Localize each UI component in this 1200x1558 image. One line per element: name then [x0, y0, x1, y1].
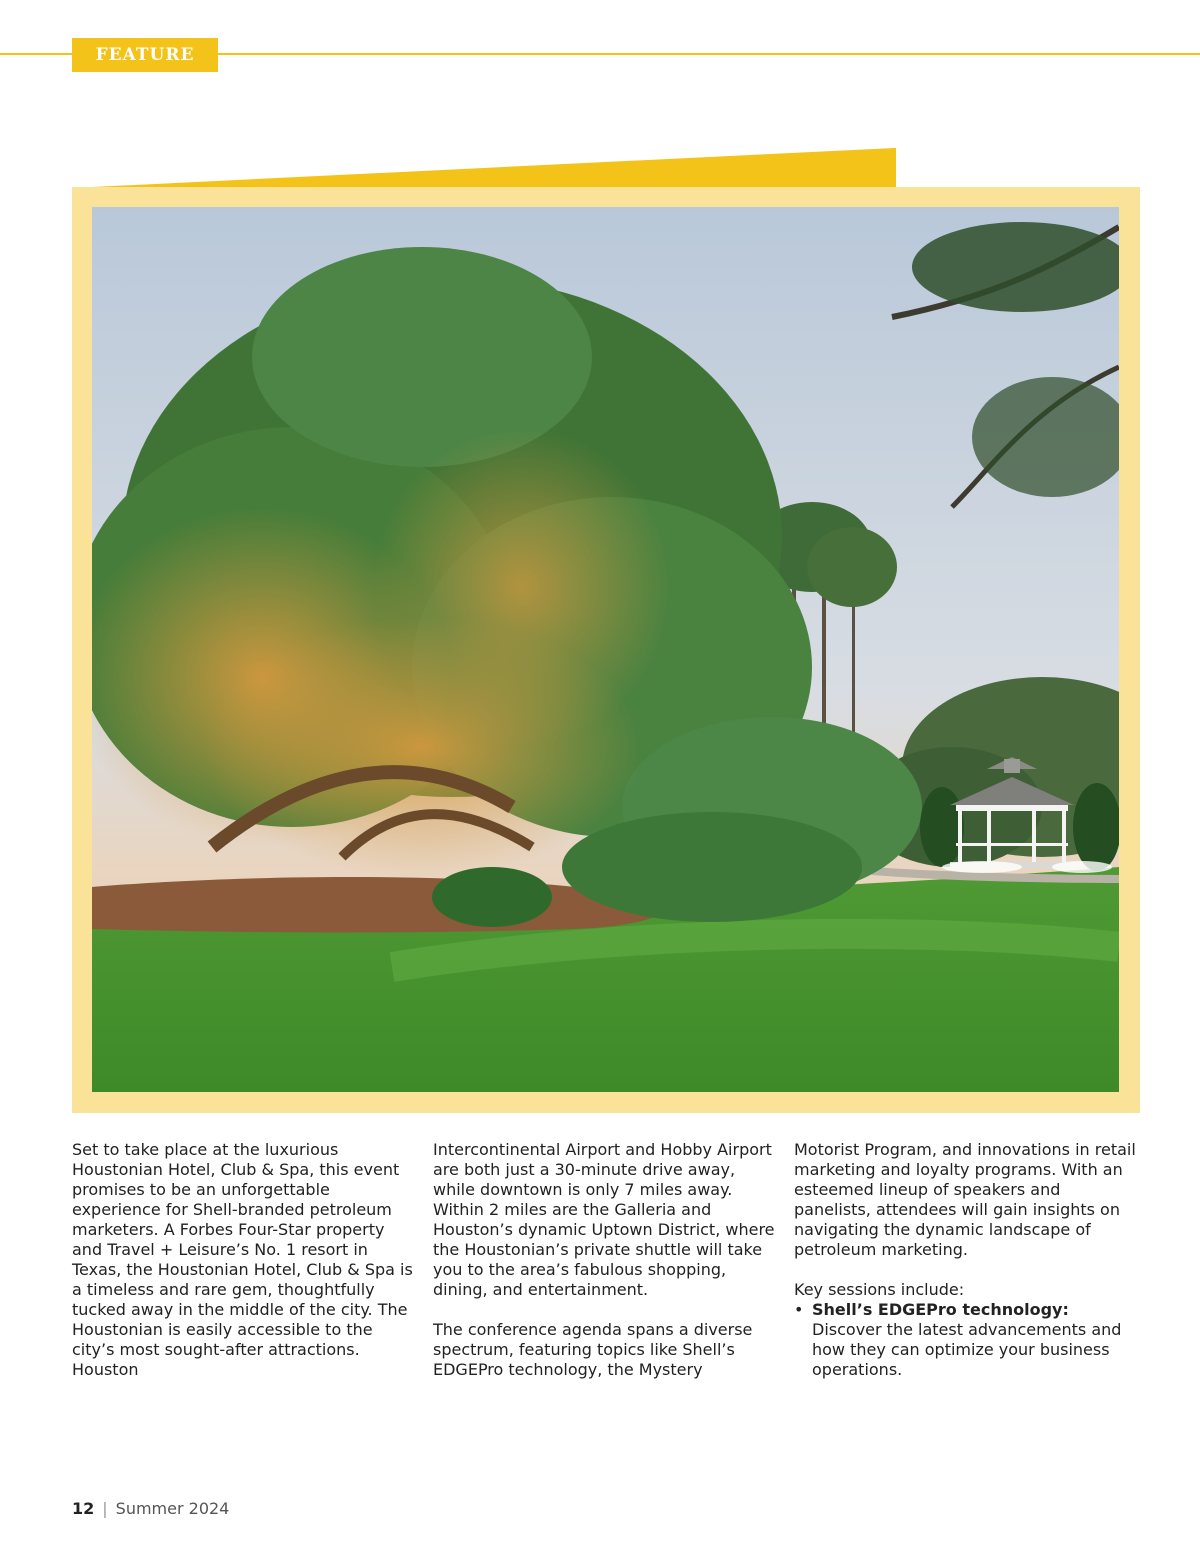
- paragraph-sessions-intro: Key sessions include:: [794, 1280, 965, 1299]
- footer-separator: |: [102, 1499, 108, 1518]
- session-item-text: Discover the latest advancements and how they can optimize your business operations.: [812, 1320, 1122, 1379]
- paragraph-access: Intercontinental Airport and Hobby Airport are both just a 30-minute drive away, while downtown is only 7 miles away. Within 2 miles are the Galleria and Houston’s dynamic Uptown District, where the Houstonian’s private shuttle will take you to the area’s fabulous shopping, dining, and entertainment.: [433, 1140, 775, 1299]
- page-footer: [72, 1499, 229, 1518]
- paragraph-intro: Set to take place at the luxurious Houstonian Hotel, Club & Spa, this event promises to be an unforgettable experience for Shell-branded petroleum marketers. A Forbes Four-Star property and Travel + Leisure’s No. 1 resort in Texas, the Houstonian Hotel, Club & Spa is a timeless and rare gem, thoughtfully tucked away in the middle of the city. The Houstonian is easily accessible to the city’s most sought-after attractions. Houston: [72, 1140, 413, 1379]
- photo-illustration: [92, 207, 1119, 1092]
- session-list-item: [794, 1300, 1139, 1380]
- column-1: [72, 1140, 417, 1380]
- paragraph-agenda: The conference agenda spans a diverse spectrum, featuring topics like Shell’s EDGEPro technology, the Mystery: [433, 1320, 753, 1379]
- column-2: [433, 1140, 778, 1380]
- session-item-title: Shell’s EDGEPro technology:: [812, 1300, 1069, 1319]
- bullet-icon: •: [794, 1300, 804, 1319]
- section-tag-label: FEATURE: [95, 45, 195, 65]
- page-number: 12: [72, 1499, 95, 1518]
- accent-slant: [72, 148, 896, 190]
- column-3: [794, 1140, 1139, 1380]
- session-item-body: [812, 1300, 1139, 1380]
- issue-name: Summer 2024: [115, 1499, 230, 1518]
- feature-photo: [92, 207, 1119, 1092]
- section-tag: [72, 38, 218, 72]
- paragraph-agenda-cont: Motorist Program, and innovations in retail marketing and loyalty programs. With an esteemed lineup of speakers and panelists, attendees will gain insights on navigating the dynamic landscape of petroleum marketing.: [794, 1140, 1136, 1259]
